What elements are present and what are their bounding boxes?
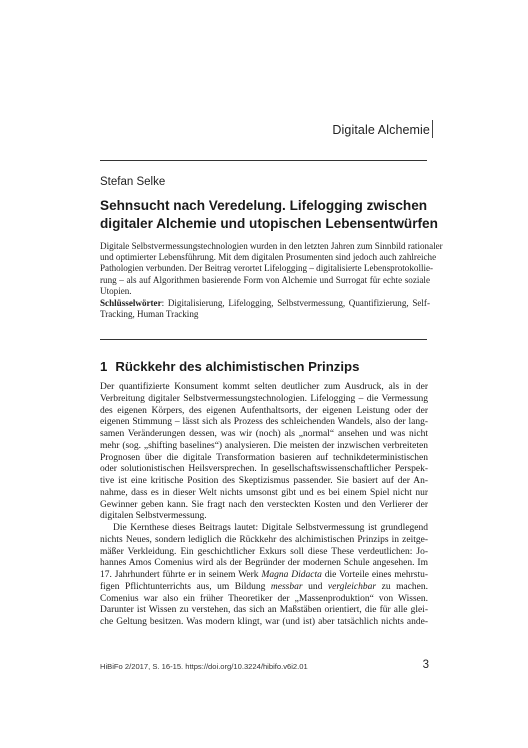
section-title: Rückkehr des alchimistischen Prinzips bbox=[115, 359, 360, 374]
body-fragment: und bbox=[302, 581, 328, 592]
abstract-line: Utopien. bbox=[100, 285, 132, 296]
section-rule bbox=[100, 339, 427, 340]
body-line: eigenen Stimmung – lässt sich als Prozess des schleichenden Wandels, also der lang- bbox=[100, 417, 428, 428]
keywords-list: : Digitalisierung, Lifelogging, Selbstvermessung, Quantifizierung, Self- bbox=[161, 298, 430, 308]
body-line: mäßer Verkleidung. Ein geschichtlicher Exkurs soll diese These verdeutlichen: Jo- bbox=[100, 546, 428, 557]
emphasis: vergleichbar bbox=[327, 581, 377, 592]
abstract bbox=[100, 241, 443, 297]
article-title bbox=[100, 197, 440, 232]
keywords-label: Schlüsselwörter bbox=[100, 298, 162, 308]
header-rule bbox=[100, 160, 427, 161]
body-line: Darunter ist Wissen zu verstehen, das sich an Maßstäben orientiert, die für alle glei- bbox=[100, 605, 428, 616]
body-line: Die Kernthese dieses Beitrags lautet: Digitale Selbstvermessung ist grundlegend bbox=[113, 523, 428, 533]
abstract-line: Digitale Selbstvermessungstechnologien wurden in den letzten Jahren zum Sinnbild rationaler bbox=[100, 241, 443, 251]
body-line: Gewinner geben kann. Sie fragt nach den versteckten Kosten und den Verlierer der bbox=[100, 499, 428, 510]
body-line: Verbreitung digitaler Selbstvermessungstechnologien. Lifelogging – die Vermessung bbox=[100, 393, 428, 404]
emphasis: messbar bbox=[270, 581, 303, 592]
abstract-line: rung – als auf Algorithmen basierende Form von Alchemie und Surrogat für echte soziale bbox=[100, 274, 430, 285]
section-number: 1 bbox=[100, 359, 108, 374]
abstract-line: und optimierter Lebensführung. Mit dem digitalen Prosumenten sind jedoch auch zahlreiche bbox=[100, 252, 437, 263]
emphasis: Magna Didacta bbox=[261, 570, 322, 580]
body-line: mehr (sog. „shifting baselines“) analysieren. Die meisten der inzwischen verbreiteten bbox=[100, 440, 428, 451]
body-line: nahme, dass es in dieser Welt nichts umsonst gibt und es bei einem Spiel nicht nur bbox=[100, 487, 428, 498]
body-line: oder solutionistischen Heilsversprechen. In gesellschaftswissenschaftlicher Perspek- bbox=[100, 464, 428, 475]
body-fragment: 17. Jahrhundert führte er in seinem Werk bbox=[100, 570, 262, 580]
body-line: des eigenen Körpers, des eigenen Aufenthaltsorts, der eigenen Leistung oder der bbox=[100, 405, 428, 416]
page-number: 3 bbox=[422, 659, 429, 671]
section-heading bbox=[100, 359, 359, 374]
body-line bbox=[100, 582, 428, 594]
body-line: hannes Amos Comenius wird als der Begründer der modernen Schule angesehen. Im bbox=[100, 558, 428, 569]
body-line: Prognosen über die digitale Transformation basieren auf technikdeterministischen bbox=[100, 452, 428, 463]
keywords-line: Tracking, Human Tracking bbox=[100, 309, 199, 320]
body-line bbox=[100, 570, 428, 582]
running-head: Digitale Alchemie bbox=[332, 123, 430, 137]
body-line: digitalen Selbstvermessung. bbox=[100, 511, 207, 522]
body-line: Comenius war also ein früher Theoretiker der „Massenproduktion“ von Wissen. bbox=[100, 593, 428, 604]
running-head-divider bbox=[432, 120, 433, 138]
keywords-line bbox=[100, 298, 430, 309]
title-line: Sehnsucht nach Veredelung. Lifelogging zwischen bbox=[100, 198, 428, 213]
body-line: tive ist eine kritische Position des Skeptizismus passender. Sie basiert auf der An- bbox=[100, 476, 428, 486]
body-line: che Geltung besitzen. Was modern klingt, war (und ist) aber tatsächlich nichts ande- bbox=[100, 617, 428, 627]
title-line: digitaler Alchemie und utopischen Lebensentwürfen bbox=[100, 215, 438, 231]
body-line: samen Veränderungen dessen, was wir (noch) als „normal“ ansehen und was nicht bbox=[100, 429, 428, 439]
author-name: Stefan Selke bbox=[100, 176, 166, 188]
body-fragment: figen Pflichtunterrichts aus, um Bildung bbox=[100, 581, 271, 592]
body-line: nichts Neues, sondern lediglich die Rückkehr des alchimistischen Prinzips in zeitge- bbox=[100, 534, 428, 545]
body-line: Der quantifizierte Konsument kommt selten deutlicher zum Ausdruck, als in der bbox=[100, 382, 428, 392]
keywords bbox=[100, 298, 430, 320]
body-text bbox=[100, 382, 428, 629]
body-fragment: die Vorteile eines mehrstu- bbox=[321, 570, 428, 580]
abstract-line: Pathologien verbunden. Der Beitrag verortet Lifelogging – digitalisierte Lebensprotokollie- bbox=[100, 263, 434, 274]
body-fragment: zu machen. bbox=[376, 581, 429, 592]
footer-citation: HiBiFo 2/2017, S. 16-15. https://doi.org/10.3224/hibifo.v6i2.01 bbox=[100, 662, 308, 671]
